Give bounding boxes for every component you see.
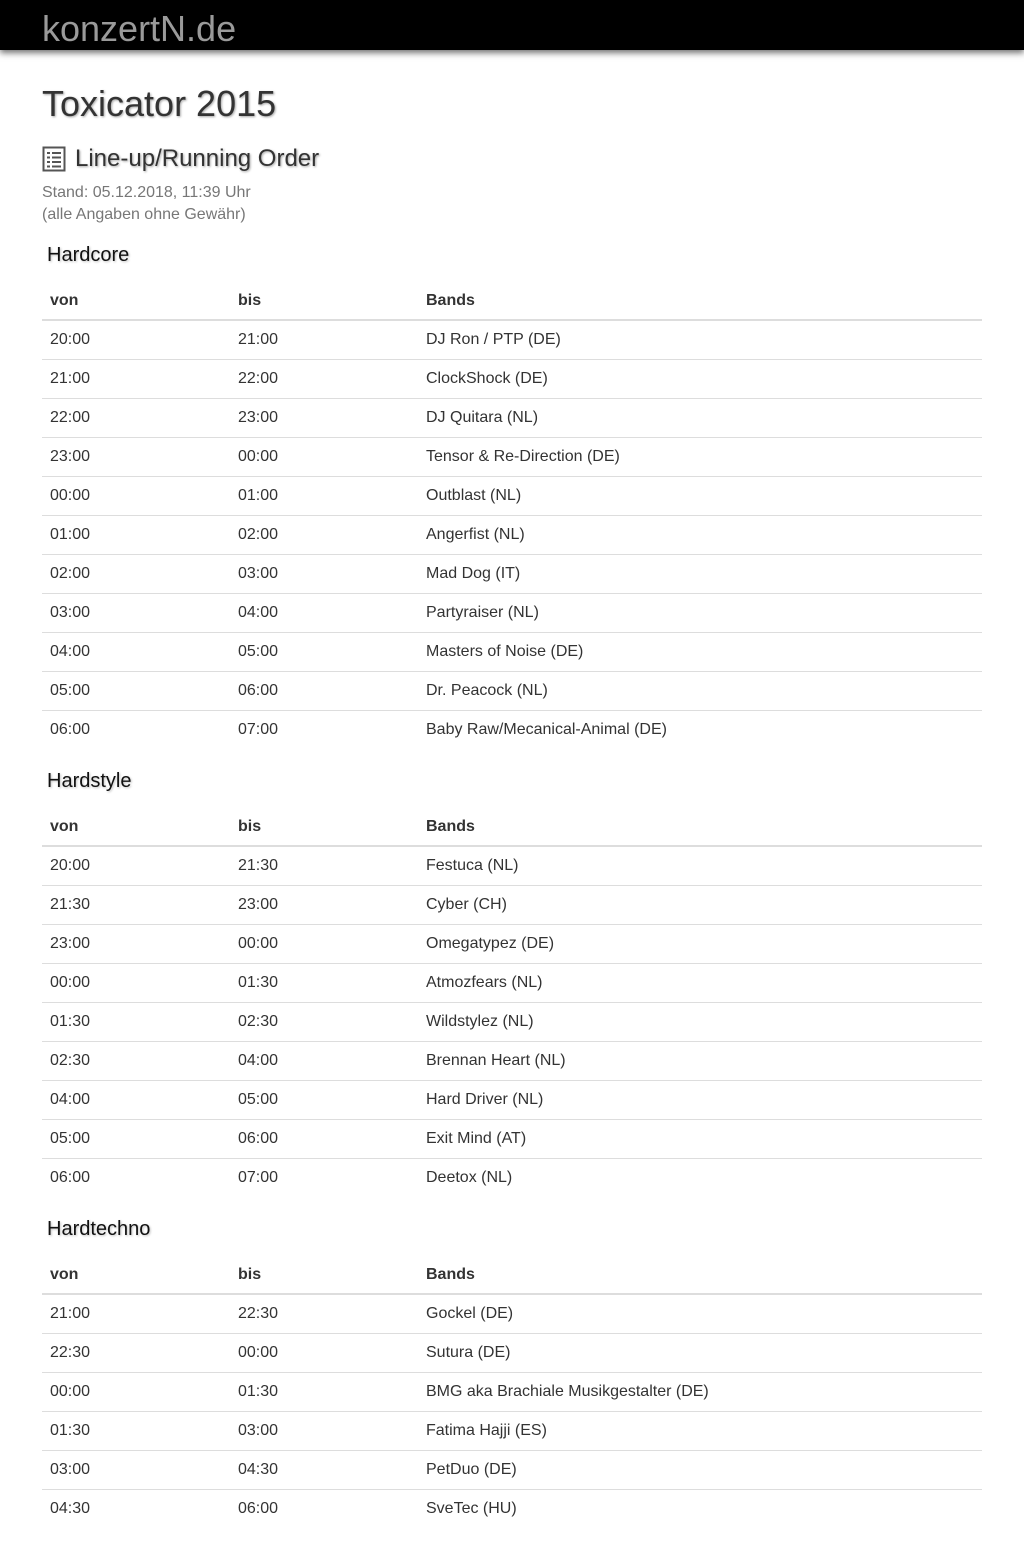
cell-von: 00:00 xyxy=(42,1373,230,1412)
stage-hardstyle xyxy=(42,766,982,1197)
stage-title: Hardcore xyxy=(47,244,130,266)
cell-bis: 06:00 xyxy=(230,672,418,711)
cell-von: 01:30 xyxy=(42,1003,230,1042)
table-row xyxy=(42,1294,982,1334)
brand-link[interactable]: konzertN.de xyxy=(42,8,237,49)
cell-bis: 01:00 xyxy=(230,477,418,516)
cell-von: 03:00 xyxy=(42,1451,230,1490)
table-row xyxy=(42,1451,982,1490)
table-row xyxy=(42,1490,982,1529)
top-navbar xyxy=(0,0,1024,50)
table-row xyxy=(42,886,982,925)
cell-band: Atmozfears (NL) xyxy=(418,964,982,1003)
cell-von: 05:00 xyxy=(42,672,230,711)
cell-band: ClockShock (DE) xyxy=(418,360,982,399)
cell-band: Cyber (CH) xyxy=(418,886,982,925)
cell-band: Gockel (DE) xyxy=(426,1305,514,1322)
cell-bis: 00:00 xyxy=(230,925,418,964)
cell-bis: 23:00 xyxy=(230,399,418,438)
table-row xyxy=(42,1042,982,1081)
cell-band: SveTec (HU) xyxy=(418,1490,982,1529)
cell-bis: 04:00 xyxy=(230,1042,418,1081)
cell-bis: 04:30 xyxy=(230,1451,418,1490)
stage-title: Hardstyle xyxy=(47,770,132,792)
cell-von: 21:30 xyxy=(42,886,230,925)
cell-von: 04:00 xyxy=(42,633,230,672)
cell-von: 02:00 xyxy=(42,555,230,594)
cell-band: Hard Driver (NL) xyxy=(418,1081,982,1120)
cell-band: Omegatypez (DE) xyxy=(418,925,982,964)
table-row xyxy=(42,1159,982,1198)
cell-von: 04:30 xyxy=(42,1490,230,1529)
cell-bis: 04:00 xyxy=(230,594,418,633)
table-row xyxy=(42,1120,982,1159)
cell-band: Angerfist (NL) xyxy=(418,516,982,555)
table-row xyxy=(42,1373,982,1412)
section-title: Line-up/Running Order xyxy=(75,145,320,172)
list-icon xyxy=(42,146,66,172)
table-header-row xyxy=(42,1256,982,1294)
cell-band: Baby Raw/Mecanical-Animal (DE) xyxy=(418,711,982,750)
cell-von: 00:00 xyxy=(42,477,230,516)
table-row xyxy=(42,711,982,750)
table-row xyxy=(42,360,982,399)
cell-band: Tensor & Re-Direction (DE) xyxy=(418,438,982,477)
cell-von: 22:30 xyxy=(42,1334,230,1373)
table-row xyxy=(42,1081,982,1120)
cell-bis: 05:00 xyxy=(230,633,418,672)
cell-von: 04:00 xyxy=(42,1081,230,1120)
cell-band: Masters of Noise (DE) xyxy=(418,633,982,672)
table-row xyxy=(42,633,982,672)
table-row xyxy=(42,1412,982,1451)
cell-bis: 21:30 xyxy=(238,857,279,874)
cell-bis: 21:00 xyxy=(238,331,279,348)
cell-band: Fatima Hajji (ES) xyxy=(418,1412,982,1451)
cell-band: Wildstylez (NL) xyxy=(418,1003,982,1042)
cell-von: 23:00 xyxy=(42,438,230,477)
cell-band: Exit Mind (AT) xyxy=(418,1120,982,1159)
column-header-bands: Bands xyxy=(418,282,982,320)
column-header-von: von xyxy=(42,808,230,846)
schedule-table xyxy=(42,282,982,749)
lineup-heading xyxy=(42,144,319,174)
cell-band: Mad Dog (IT) xyxy=(418,555,982,594)
table-row xyxy=(42,516,982,555)
page-title: Toxicator 2015 xyxy=(42,83,277,124)
schedule-table xyxy=(42,1256,982,1528)
stand-timestamp: Stand: 05.12.2018, 11:39 Uhr xyxy=(42,184,251,201)
table-row xyxy=(42,555,982,594)
cell-bis: 06:00 xyxy=(230,1120,418,1159)
cell-band: DJ Quitara (NL) xyxy=(418,399,982,438)
cell-band: PetDuo (DE) xyxy=(418,1451,982,1490)
cell-band: Dr. Peacock (NL) xyxy=(418,672,982,711)
cell-bis: 00:00 xyxy=(230,1334,418,1373)
table-row xyxy=(42,477,982,516)
column-header-von: von xyxy=(42,1256,230,1294)
cell-band: Sutura (DE) xyxy=(418,1334,982,1373)
stage-hardcore xyxy=(42,240,982,749)
table-header-row xyxy=(42,282,982,320)
cell-bis: 02:00 xyxy=(230,516,418,555)
cell-band: DJ Ron / PTP (DE) xyxy=(426,331,561,348)
cell-bis: 05:00 xyxy=(230,1081,418,1120)
table-row xyxy=(42,846,982,886)
cell-bis: 07:00 xyxy=(230,1159,418,1198)
column-header-bis: bis xyxy=(230,808,418,846)
table-row xyxy=(42,594,982,633)
column-header-bands: Bands xyxy=(418,1256,982,1294)
cell-bis: 01:30 xyxy=(230,964,418,1003)
cell-von: 00:00 xyxy=(42,964,230,1003)
cell-bis: 22:00 xyxy=(230,360,418,399)
column-header-bis: bis xyxy=(230,1256,418,1294)
cell-band: BMG aka Brachiale Musikgestalter (DE) xyxy=(418,1373,982,1412)
column-header-bands: Bands xyxy=(418,808,982,846)
schedule-table xyxy=(42,808,982,1197)
cell-bis: 02:30 xyxy=(230,1003,418,1042)
cell-von: 02:30 xyxy=(42,1042,230,1081)
table-row xyxy=(42,438,982,477)
table-row xyxy=(42,1334,982,1373)
table-row xyxy=(42,320,982,360)
cell-von: 21:00 xyxy=(50,1305,91,1322)
table-row xyxy=(42,964,982,1003)
cell-von: 06:00 xyxy=(42,1159,230,1198)
cell-bis: 00:00 xyxy=(230,438,418,477)
cell-von: 21:00 xyxy=(42,360,230,399)
table-row xyxy=(42,1003,982,1042)
cell-band: Deetox (NL) xyxy=(418,1159,982,1198)
cell-von: 06:00 xyxy=(42,711,230,750)
cell-bis: 03:00 xyxy=(230,1412,418,1451)
cell-von: 01:00 xyxy=(42,516,230,555)
cell-band: Partyraiser (NL) xyxy=(418,594,982,633)
disclaimer: (alle Angaben ohne Gewähr) xyxy=(42,206,246,223)
table-header-row xyxy=(42,808,982,846)
meta-info xyxy=(42,182,251,226)
cell-von: 01:30 xyxy=(42,1412,230,1451)
cell-von: 22:00 xyxy=(42,399,230,438)
table-row xyxy=(42,399,982,438)
cell-von: 03:00 xyxy=(42,594,230,633)
cell-von: 20:00 xyxy=(50,857,91,874)
cell-bis: 07:00 xyxy=(230,711,418,750)
cell-bis: 01:30 xyxy=(230,1373,418,1412)
stage-title: Hardtechno xyxy=(47,1218,151,1240)
cell-band: Festuca (NL) xyxy=(426,857,519,874)
cell-von: 20:00 xyxy=(50,331,91,348)
cell-von: 05:00 xyxy=(42,1120,230,1159)
stage-hardtechno xyxy=(42,1214,982,1528)
cell-band: Brennan Heart (NL) xyxy=(418,1042,982,1081)
cell-bis: 06:00 xyxy=(230,1490,418,1529)
cell-bis: 03:00 xyxy=(230,555,418,594)
cell-band: Outblast (NL) xyxy=(418,477,982,516)
cell-bis: 23:00 xyxy=(230,886,418,925)
column-header-von: von xyxy=(42,282,230,320)
column-header-bis: bis xyxy=(230,282,418,320)
cell-bis: 22:30 xyxy=(238,1305,279,1322)
table-row xyxy=(42,672,982,711)
table-row xyxy=(42,925,982,964)
cell-von: 23:00 xyxy=(42,925,230,964)
